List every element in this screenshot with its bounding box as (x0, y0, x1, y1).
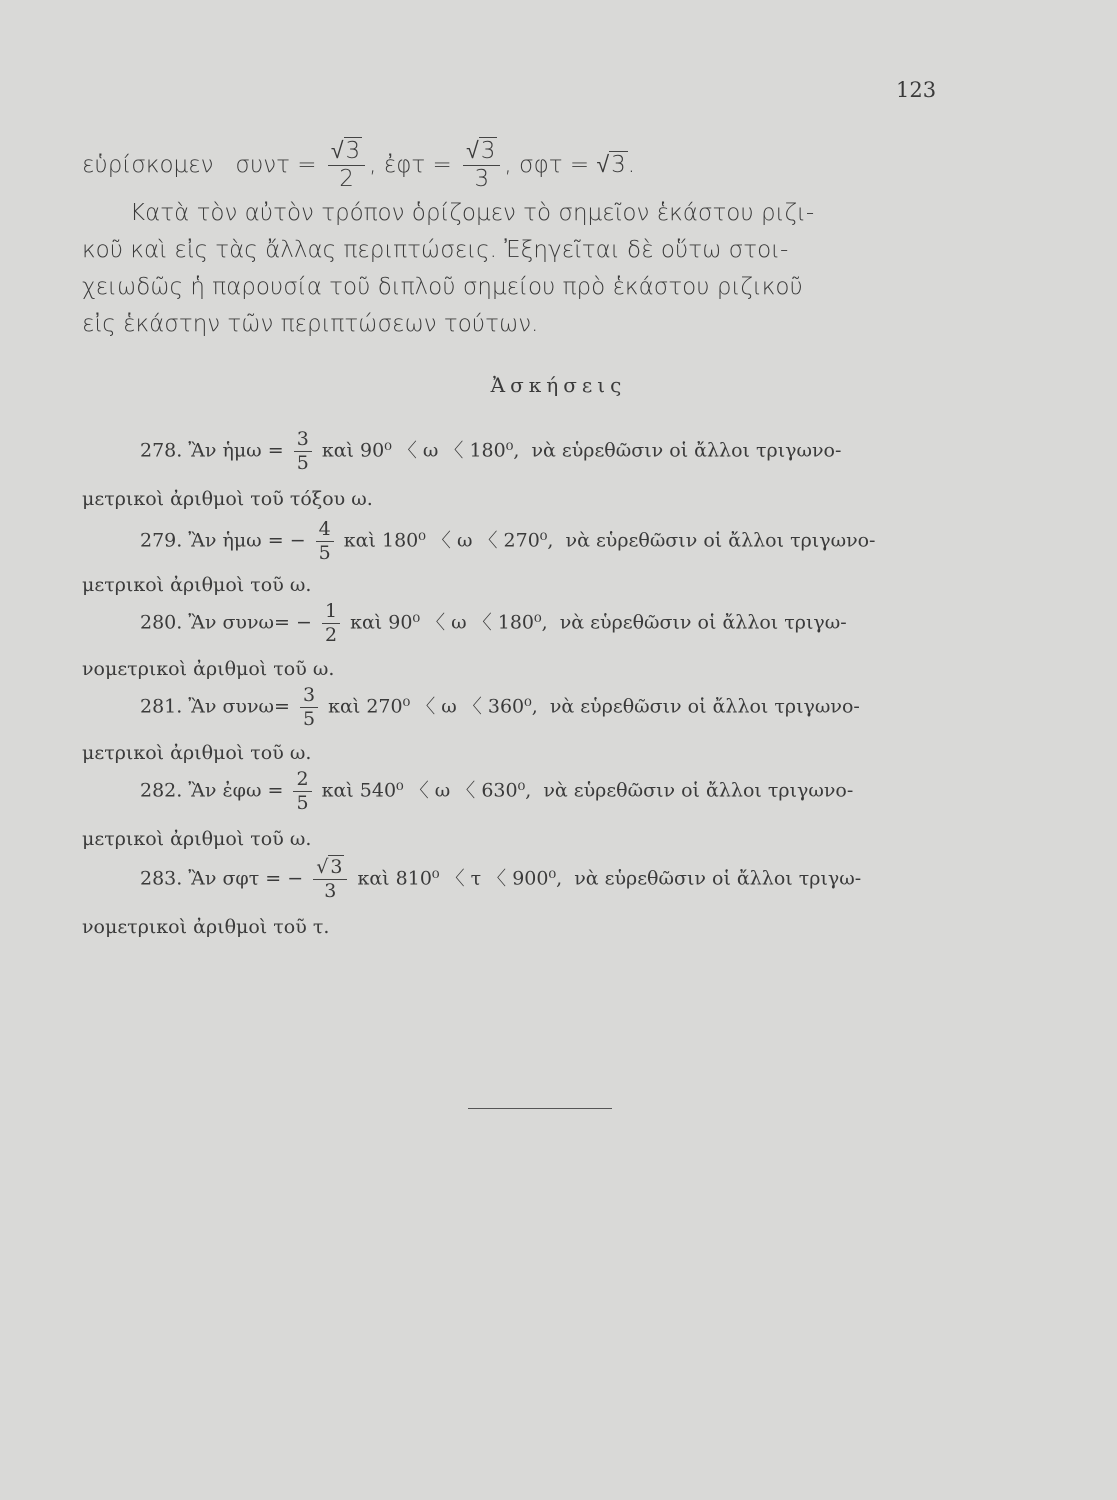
exercise-condition: καὶ 90⁰ 〈 ω 〈 180⁰, (321, 439, 520, 462)
cot-value: 3 (611, 152, 626, 178)
cos-label: συντ = (235, 152, 317, 178)
exercise-281 (140, 686, 860, 729)
page-number: 123 (896, 78, 937, 102)
tan-numerator: 3 (480, 138, 496, 164)
exercise-lead: Ἂν συνω= (188, 695, 290, 718)
fraction-denominator: 5 (296, 792, 309, 814)
exercise-number: 282. (140, 779, 183, 802)
exercise-lead: Ἂν ἐφω = (188, 779, 284, 802)
tan-label: , ἐφτ = (369, 152, 452, 178)
fraction-numerator: 3 (330, 856, 343, 878)
exercise-number: 280. (140, 611, 183, 634)
fraction-denominator: 5 (296, 452, 309, 474)
fraction-numerator: 2 (296, 768, 309, 790)
exercise-tail: νὰ εὑρεθῶσιν οἱ ἄλλοι τριγωνο- (549, 695, 860, 718)
exercise-condition: καὶ 270⁰ 〈 ω 〈 360⁰, (328, 695, 538, 718)
exercise-condition: καὶ 180⁰ 〈 ω 〈 270⁰, (343, 529, 554, 552)
paragraph-line-3: χειωδῶς ἡ παρουσία τοῦ διπλοῦ σημείου πρὸ ἑκάστου ριζικοῦ (82, 274, 803, 300)
exercise-280-cont: νομετρικοὶ ἀριθμοὶ τοῦ ω. (82, 658, 335, 680)
intro-formula-line: εὑρίσκομεν συντ = $\frac{√3}{2}$ , ἐφτ = $\frac{√3}{3}$ , σφτ = √3. (82, 138, 636, 192)
exercise-fraction (322, 602, 340, 645)
exercise-280 (140, 602, 847, 645)
exercise-lead: Ἂν σφτ = (188, 867, 282, 890)
fraction-numerator: 1 (324, 600, 338, 622)
paragraph-line-1: Κατὰ τὸν αὐτὸν τρόπον ὁρίζομεν τὸ σημεῖον ἑκάστου ριζι- (130, 200, 815, 226)
exercise-282-cont: μετρικοὶ ἀριθμοὶ τοῦ ω. (82, 828, 312, 850)
fraction-numerator: 3 (296, 428, 309, 450)
section-heading: Ἀσκήσεις (490, 373, 627, 397)
tan-denominator: 3 (474, 166, 490, 192)
exercise-278-cont: μετρικοὶ ἀριθμοὶ τοῦ τόξου ω. (82, 488, 373, 510)
exercise-condition: καὶ 540⁰ 〈 ω 〈 630⁰, (321, 779, 532, 802)
cos-fraction: $\frac{√3}{2}$ (328, 140, 365, 191)
exercise-number: 283. (140, 867, 183, 890)
exercise-283 (140, 858, 861, 901)
fraction-denominator: 5 (318, 542, 331, 564)
exercise-tail: νὰ εὑρεθῶσιν οἱ ἄλλοι τριγω- (559, 611, 847, 634)
exercise-lead: Ἂν ἡμω = (188, 529, 284, 552)
exercise-sign: − (295, 611, 312, 634)
exercise-fraction (316, 520, 334, 563)
tan-fraction: $\frac{√3}{3}$ (463, 140, 500, 191)
exercise-tail: νὰ εὑρεθῶσιν οἱ ἄλλοι τριγωνο- (543, 779, 854, 802)
cos-denominator: 2 (339, 166, 354, 192)
exercise-279-cont: μετρικοὶ ἀριθμοὶ τοῦ ω. (82, 574, 312, 596)
exercise-number: 281. (140, 695, 183, 718)
exercise-condition: καὶ 90⁰ 〈 ω 〈 180⁰, (350, 611, 548, 634)
cot-end: . (627, 152, 636, 178)
fraction-denominator: 3 (324, 880, 337, 902)
exercise-279 (140, 520, 875, 563)
exercise-sign: − (289, 529, 306, 552)
fraction-denominator: 5 (302, 708, 316, 730)
end-rule (468, 1108, 612, 1109)
cos-numerator: 3 (345, 138, 361, 164)
exercise-tail: νὰ εὑρεθῶσιν οἱ ἄλλοι τριγωνο- (531, 439, 842, 462)
cot-label: , σφτ = (504, 152, 590, 178)
exercise-281-cont: μετρικοὶ ἀριθμοὶ τοῦ ω. (82, 742, 312, 764)
exercise-283-cont: νομετρικοὶ ἀριθμοὶ τοῦ τ. (82, 916, 330, 938)
paragraph-line-4: εἰς ἑκάστην τῶν περιπτώσεων τούτων. (82, 311, 539, 337)
intro-prefix: εὑρίσκομεν (82, 152, 214, 178)
exercise-278 (140, 430, 841, 473)
exercise-tail: νὰ εὑρεθῶσιν οἱ ἄλλοι τριγωνο- (565, 529, 876, 552)
fraction-numerator: 4 (318, 518, 331, 540)
exercise-fraction: $\frac{√ 3}{3}$ (313, 858, 347, 901)
exercise-tail: νὰ εὑρεθῶσιν οἱ ἄλλοι τριγω- (574, 867, 862, 890)
exercise-sign: − (287, 867, 304, 890)
exercise-condition: καὶ 810⁰ 〈 τ 〈 900⁰, (357, 867, 563, 890)
exercise-number: 279. (140, 529, 183, 552)
exercise-lead: Ἂν ἡμω = (188, 439, 284, 462)
paragraph-line-2: κοῦ καὶ εἰς τὰς ἄλλας περιπτώσεις. Ἐξηγεῖται δὲ οὕτω στοι- (82, 237, 789, 263)
exercise-fraction (300, 686, 318, 729)
exercise-lead: Ἂν συνω= (188, 611, 290, 634)
fraction-numerator: 3 (302, 684, 316, 706)
exercise-fraction (293, 770, 311, 813)
exercise-fraction (294, 430, 312, 473)
exercise-number: 278. (140, 439, 183, 462)
exercise-282 (140, 770, 853, 813)
fraction-denominator: 2 (324, 624, 338, 646)
